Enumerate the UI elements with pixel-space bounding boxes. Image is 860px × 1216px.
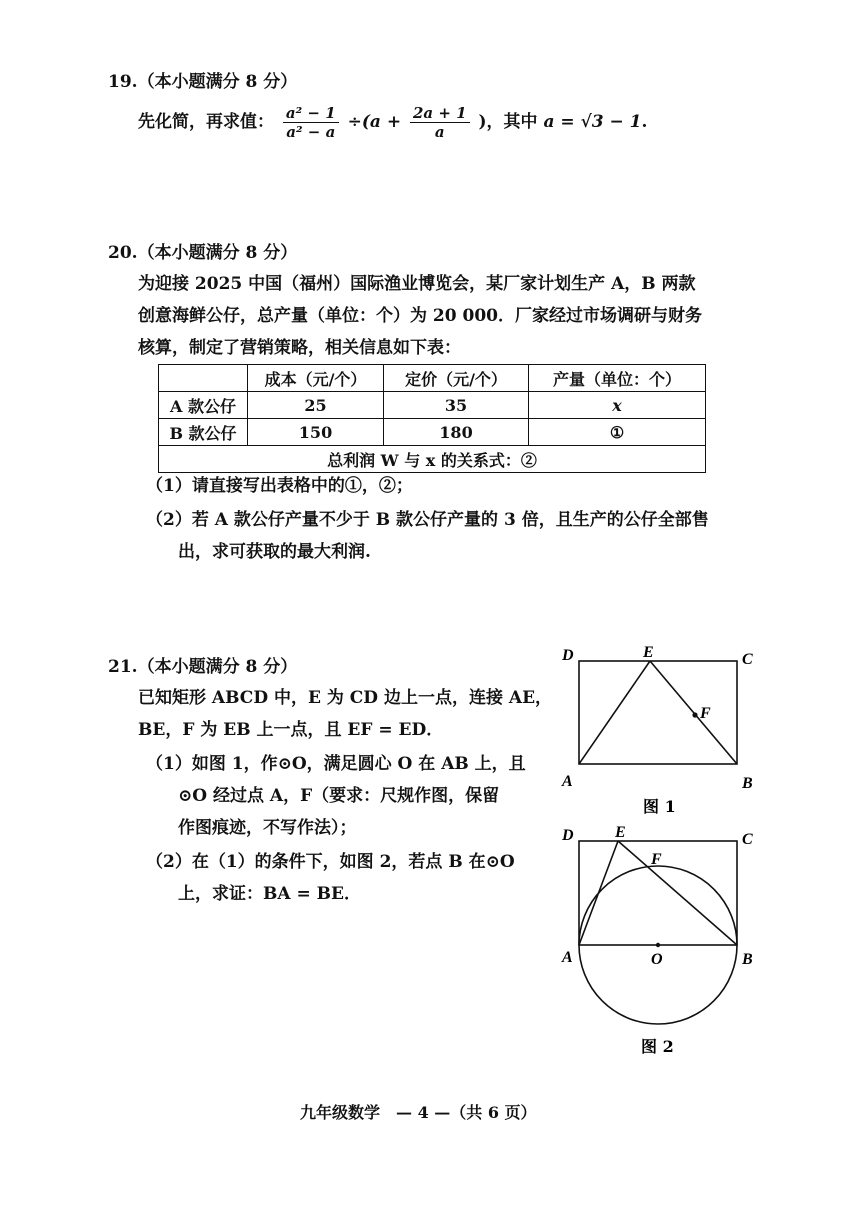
table-cell: 180 bbox=[384, 419, 529, 446]
table-cell: 35 bbox=[384, 392, 529, 419]
fig1-caption: 图 1 bbox=[643, 797, 676, 816]
fig1-label-b: B bbox=[742, 775, 753, 792]
fig1-label-a: A bbox=[562, 773, 573, 790]
fig1-label-c: C bbox=[742, 651, 753, 668]
table-cell: B 款公仔 bbox=[159, 419, 248, 446]
fig2-label-o: O bbox=[651, 951, 663, 968]
fig1-label-f: F bbox=[700, 705, 711, 722]
q19-frac1-num: a² − 1 bbox=[283, 104, 339, 123]
q19-frac2-num: 2a + 1 bbox=[410, 104, 470, 123]
table-header-cell bbox=[159, 365, 248, 392]
fig2-label-e: E bbox=[615, 824, 626, 841]
table-cell: x bbox=[529, 392, 706, 419]
table-cell: ① bbox=[529, 419, 706, 446]
q19-fraction-1 bbox=[283, 104, 339, 141]
q19-condition: a = √3 − 1 bbox=[543, 112, 642, 132]
table-cell: A 款公仔 bbox=[159, 392, 248, 419]
page-footer: 九年级数学 — 4 —（共 6 页） bbox=[300, 1103, 537, 1122]
q21-sub-1-line-1: （1）如图 1，作⊙O，满足圆心 O 在 AB 上，且 bbox=[146, 754, 526, 774]
q20-heading: 20.（本小题满分 8 分） bbox=[108, 243, 298, 263]
q19-mid: ÷(a + bbox=[347, 112, 402, 132]
fig1-label-e: E bbox=[643, 644, 654, 661]
q20-line-3: 核算，制定了营销策略，相关信息如下表： bbox=[138, 338, 461, 358]
q19-frac2-den: a bbox=[434, 123, 445, 141]
table-cell: 25 bbox=[248, 392, 384, 419]
table-footer-row bbox=[159, 446, 706, 473]
table-header-cell: 成本（元/个） bbox=[248, 365, 384, 392]
q20-line-1: 为迎接 2025 中国（福州）国际渔业博览会，某厂家计划生产 A，B 两款 bbox=[138, 274, 696, 294]
q20-sub-2-line-2: 出，求可获取的最大利润. bbox=[178, 542, 371, 562]
q20-line-2: 创意海鲜公仔，总产量（单位：个）为 20 000．厂家经过市场调研与财务 bbox=[138, 306, 702, 326]
q19-frac1-den: a² − a bbox=[286, 123, 336, 141]
q21-sub-2-line-2: 上，求证：BA = BE． bbox=[178, 884, 361, 904]
fig1-segment-ae bbox=[579, 661, 650, 764]
q19-heading: 19.（本小题满分 8 分） bbox=[108, 72, 298, 92]
q20-sub-2-line-1: （2）若 A 款公仔产量不少于 B 款公仔产量的 3 倍，且生产的公仔全部售 bbox=[146, 510, 709, 530]
fig2-label-d: D bbox=[562, 827, 574, 844]
table-header-cell: 产量（单位：个） bbox=[529, 365, 706, 392]
fig1-point-f bbox=[692, 712, 697, 717]
q19-end: . bbox=[641, 112, 648, 132]
q19-prefix: 先化简，再求值： bbox=[138, 112, 274, 132]
figure-1 bbox=[560, 640, 770, 830]
fig2-segment-eb bbox=[618, 841, 737, 945]
fig2-center-o bbox=[656, 943, 660, 947]
fig2-label-b: B bbox=[742, 951, 753, 968]
fig2-label-c: C bbox=[742, 831, 753, 848]
q21-line-1: 已知矩形 ABCD 中，E 为 CD 边上一点，连接 AE， bbox=[138, 688, 553, 708]
q19-fraction-2 bbox=[410, 104, 470, 141]
q21-sub-2-line-1: （2）在（1）的条件下，如图 2，若点 B 在⊙O bbox=[146, 852, 515, 872]
fig1-segment-eb bbox=[650, 661, 737, 764]
figure-2 bbox=[560, 820, 770, 1070]
fig1-label-d: D bbox=[562, 647, 574, 664]
table-header-row bbox=[159, 365, 706, 392]
q20-table bbox=[158, 364, 706, 473]
fig2-segment-ae bbox=[579, 841, 618, 945]
fig2-label-a: A bbox=[562, 949, 573, 966]
q19-close: )，其中 bbox=[478, 112, 538, 132]
q21-sub-1-line-3: 作图痕迹，不写作法）； bbox=[178, 818, 357, 838]
q20-sub-1: （1）请直接写出表格中的①，②； bbox=[146, 476, 413, 496]
fig1-rectangle bbox=[579, 661, 737, 764]
table-cell: 150 bbox=[248, 419, 384, 446]
table-footer-cell: 总利润 W 与 x 的关系式：② bbox=[159, 446, 706, 473]
q21-line-2: BE，F 为 EB 上一点，且 EF = ED． bbox=[138, 720, 444, 740]
q21-heading: 21.（本小题满分 8 分） bbox=[108, 657, 298, 677]
table-header-cell: 定价（元/个） bbox=[384, 365, 529, 392]
table-row bbox=[159, 419, 706, 446]
q19-expression bbox=[138, 104, 647, 141]
q21-sub-1-line-2: ⊙O 经过点 A，F（要求：尺规作图，保留 bbox=[178, 786, 500, 806]
fig2-label-f: F bbox=[651, 851, 662, 868]
table-row bbox=[159, 392, 706, 419]
fig2-caption: 图 2 bbox=[641, 1037, 674, 1056]
